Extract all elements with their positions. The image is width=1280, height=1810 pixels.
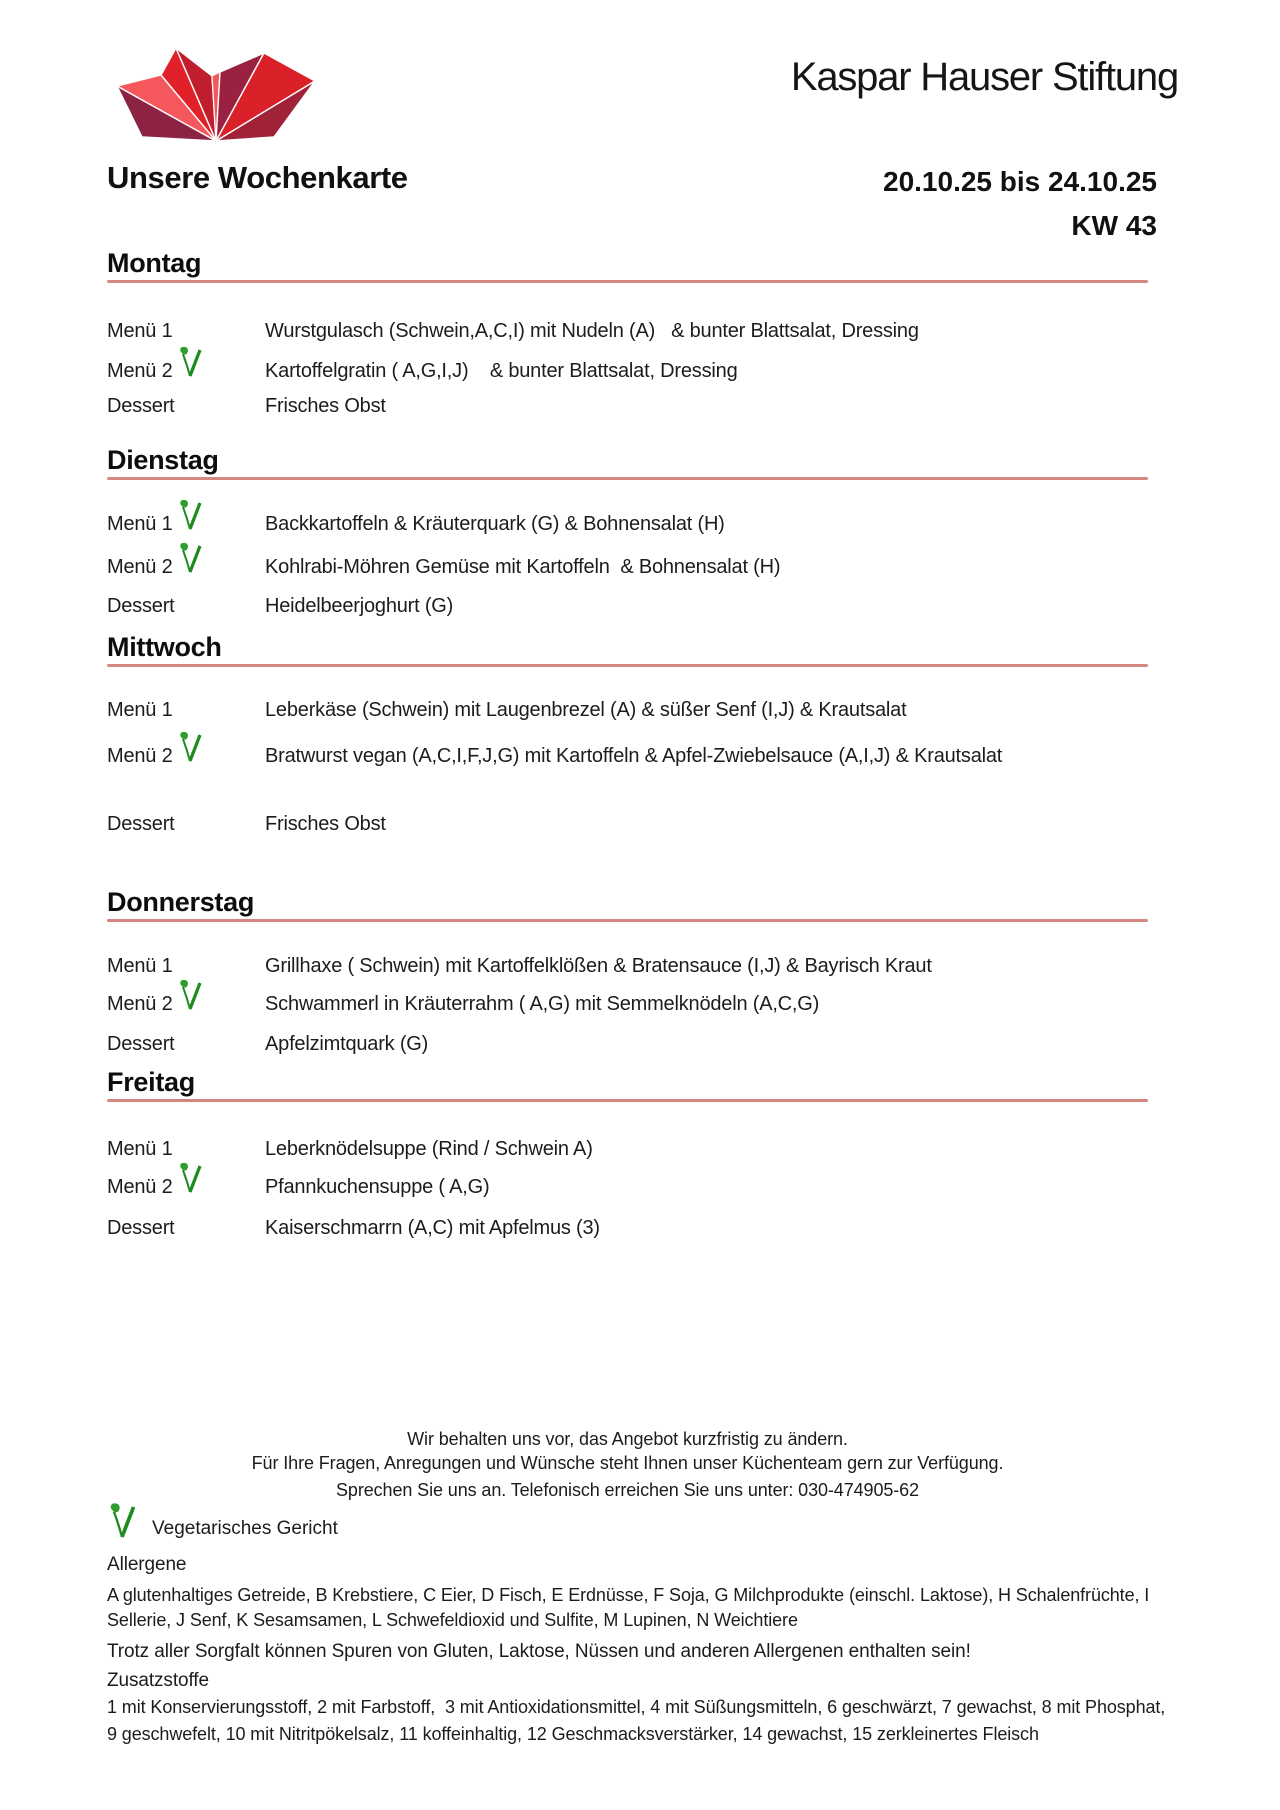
vegetarian-icon — [177, 732, 203, 764]
heading-rule — [107, 919, 1148, 922]
vegetarian-legend-label: Vegetarisches Gericht — [152, 1518, 338, 1539]
brand-title: Kaspar Hauser Stiftung — [790, 55, 1178, 99]
menu-label: Dessert — [107, 1033, 175, 1055]
kaspar-hauser-logo — [96, 28, 300, 124]
heading-rule — [107, 477, 1148, 480]
menu-label: Menü 2 — [107, 1176, 173, 1198]
dish-text: Kaiserschmarrn (A,C) mit Apfelmus (3) — [265, 1217, 600, 1239]
additives-title: Zusatzstoffe — [107, 1670, 209, 1691]
additives-line-2: 9 geschwefelt, 10 mit Nitritpökelsalz, 11 koffeinhaltig, 12 Geschmacksverstärker, 14 gewachst, 15 zerkleinertes Fleisch — [107, 1724, 1039, 1744]
kitchen-team-notice: Für Ihre Fragen, Anregungen und Wünsche steht Ihnen unser Küchenteam gern zur Verfügung. — [251, 1453, 1004, 1473]
menu-label: Menü 1 — [107, 699, 173, 721]
allergens-line-2: Sellerie, J Senf, K Sesamsamen, L Schwefeldioxid und Sulfite, M Lupinen, N Weichtiere — [107, 1610, 798, 1630]
phone-notice: Sprechen Sie uns an. Telefonisch erreichen Sie uns unter: 030-474905-62 — [336, 1480, 919, 1500]
menu-row — [0, 1031, 1280, 1057]
date-range: 20.10.25 bis 24.10.25 — [883, 166, 1157, 197]
fan-logo-icon — [114, 46, 318, 142]
dish-text: Frisches Obst — [265, 813, 386, 835]
day-heading-mittwoch: Mittwoch — [107, 632, 222, 662]
dish-text: Schwammerl in Kräuterrahm ( A,G) mit Semmelknödeln (A,C,G) — [265, 993, 820, 1015]
menu-label: Menü 1 — [107, 513, 173, 535]
day-heading-montag: Montag — [107, 248, 202, 278]
menu-label: Menü 1 — [107, 320, 173, 342]
dish-text: Frisches Obst — [265, 395, 386, 417]
menu-row — [0, 1136, 1280, 1162]
allergens-title: Allergene — [107, 1554, 187, 1575]
dish-text: Kohlrabi-Möhren Gemüse mit Kartoffeln & Bohnensalat (H) — [265, 556, 781, 578]
heading-rule — [107, 664, 1148, 667]
dish-text: Heidelbeerjoghurt (G) — [265, 595, 454, 617]
page-title: Unsere Wochenkarte — [107, 160, 408, 195]
vegetarian-icon — [177, 1163, 203, 1195]
allergens-line-1: A glutenhaltiges Getreide, B Krebstiere, C Eier, D Fisch, E Erdnüsse, F Soja, G Milchprodukte (einschl. Laktose), H Schalenfrüchte, I — [107, 1585, 1150, 1605]
day-heading-freitag: Freitag — [107, 1067, 195, 1097]
menu-row — [0, 697, 1280, 723]
menu-label: Menü 2 — [107, 745, 173, 767]
vegetarian-icon — [107, 1503, 137, 1541]
calendar-week: KW 43 — [1071, 210, 1157, 241]
dish-text: Backkartoffeln & Kräuterquark (G) & Bohnensalat (H) — [265, 513, 725, 535]
menu-row — [0, 393, 1280, 419]
menu-row — [0, 1215, 1280, 1241]
vegetarian-icon — [177, 500, 203, 532]
menu-label: Dessert — [107, 395, 175, 417]
dish-text: Apfelzimtquark (G) — [265, 1033, 429, 1055]
dish-text: Pfannkuchensuppe ( A,G) — [265, 1176, 490, 1198]
dish-text: Leberkäse (Schwein) mit Laugenbrezel (A) & süßer Senf (I,J) & Krautsalat — [265, 699, 907, 721]
menu-label: Dessert — [107, 1217, 175, 1239]
menu-row — [0, 593, 1280, 619]
dish-text: Kartoffelgratin ( A,G,I,J) & bunter Blattsalat, Dressing — [265, 360, 738, 382]
menu-row — [0, 358, 1280, 384]
menu-label: Menü 2 — [107, 360, 173, 382]
menu-label: Menü 1 — [107, 1138, 173, 1160]
dish-text: Bratwurst vegan (A,C,I,F,J,G) mit Kartoffeln & Apfel-Zwiebelsauce (A,I,J) & Krautsalat — [265, 745, 1003, 767]
dish-text: Wurstgulasch (Schwein,A,C,I) mit Nudeln (A) & bunter Blattsalat, Dressing — [265, 320, 919, 342]
heading-rule — [107, 280, 1148, 283]
menu-row — [0, 511, 1280, 537]
change-notice: Wir behalten uns vor, das Angebot kurzfristig zu ändern. — [407, 1429, 848, 1449]
dish-text: Grillhaxe ( Schwein) mit Kartoffelklößen & Bratensauce (I,J) & Bayrisch Kraut — [265, 955, 932, 977]
day-heading-donnerstag: Donnerstag — [107, 887, 255, 917]
vegetarian-icon — [177, 980, 203, 1012]
menu-row — [0, 743, 1280, 769]
menu-row — [0, 318, 1280, 344]
menu-row — [0, 811, 1280, 837]
menu-row — [0, 953, 1280, 979]
dish-text: Leberknödelsuppe (Rind / Schwein A) — [265, 1138, 593, 1160]
additives-line-1: 1 mit Konservierungsstoff, 2 mit Farbstoff, 3 mit Antioxidationsmittel, 4 mit Süßungsmitteln, 6 geschwärzt, 7 gewachst, 8 mit Phosphat, — [107, 1697, 1166, 1717]
menu-label: Menü 1 — [107, 955, 173, 977]
menu-label: Menü 2 — [107, 993, 173, 1015]
menu-label: Menü 2 — [107, 556, 173, 578]
menu-row — [0, 1174, 1280, 1200]
menu-label: Dessert — [107, 595, 175, 617]
menu-row — [0, 991, 1280, 1017]
trace-warning: Trotz aller Sorgfalt können Spuren von Gluten, Laktose, Nüssen und anderen Allergenen enthalten sein! — [107, 1641, 971, 1662]
vegetarian-icon — [177, 543, 203, 575]
day-heading-dienstag: Dienstag — [107, 445, 219, 475]
vegetarian-icon — [177, 347, 203, 379]
heading-rule — [107, 1099, 1148, 1102]
menu-label: Dessert — [107, 813, 175, 835]
menu-row — [0, 554, 1280, 580]
